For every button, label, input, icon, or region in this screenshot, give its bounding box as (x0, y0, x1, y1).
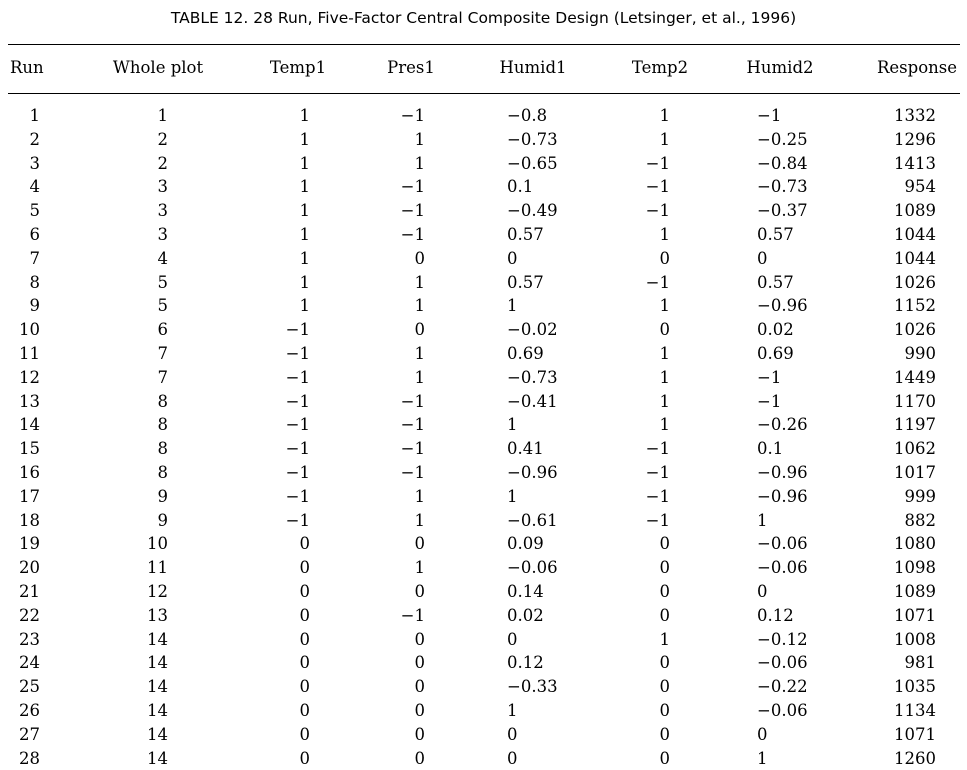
table-cell: 1 (659, 391, 670, 411)
table-cell: −0.25 (757, 129, 808, 149)
table-cell: −0.06 (757, 653, 808, 673)
table-cell: 1 (414, 367, 425, 387)
table-cell: −0.26 (757, 415, 808, 435)
table-cell: 16 (19, 463, 40, 482)
table-cell: −1 (400, 177, 425, 197)
table-cell: −1 (285, 415, 310, 435)
table-cell: 1 (507, 415, 518, 435)
table-cell: −1 (285, 463, 310, 482)
table-cell: 7 (157, 344, 168, 363)
table-cell: −1 (645, 486, 670, 506)
table-cell: 0.41 (507, 439, 544, 459)
table-cell: −1 (285, 486, 310, 506)
table-cell: 1 (29, 106, 40, 125)
table-cell: 1 (659, 129, 670, 149)
table-cell: 1 (299, 106, 310, 125)
table-cell: −1 (285, 510, 310, 530)
table-cell: 14 (19, 415, 40, 435)
table-cell: 8 (157, 391, 168, 411)
table-cell: 0 (299, 534, 310, 554)
table-cell: 1062 (894, 439, 936, 459)
table-cell: 14 (147, 677, 168, 697)
table-cell: 10 (19, 320, 40, 340)
table-cell: 7 (157, 367, 168, 387)
table-cell: −0.02 (507, 320, 558, 340)
table-cell: 0 (414, 320, 425, 340)
table-cell: 1 (299, 153, 310, 173)
table-cell: 1 (659, 629, 670, 649)
table-cell: 0 (659, 748, 670, 768)
table-cell: 0.02 (507, 605, 544, 625)
table-cell: 1089 (894, 582, 936, 601)
table-cell: 0 (659, 677, 670, 697)
table-cell: 1017 (894, 463, 936, 482)
table-cell: 14 (147, 748, 168, 768)
table-cell: −1 (400, 605, 425, 625)
table-header-rule (8, 93, 960, 94)
table-cell: −1 (645, 510, 670, 530)
table-cell: 8 (29, 272, 40, 292)
table-cell: 12 (19, 367, 40, 387)
table-cell: 0 (659, 582, 670, 601)
table-cell: −0.06 (507, 558, 558, 578)
table-cell: 0 (414, 248, 425, 268)
table-cell: 1449 (894, 367, 936, 387)
table-cell: 1 (414, 510, 425, 530)
table-cell: 13 (147, 605, 168, 625)
table-cell: 1260 (894, 748, 936, 768)
table-cell: 1044 (894, 225, 936, 244)
table-cell: 9 (29, 296, 40, 316)
table-cell: 0 (507, 248, 518, 268)
table-cell: 0.09 (507, 534, 544, 554)
table-cell: 3 (157, 225, 168, 244)
table-cell: 20 (19, 558, 40, 578)
table-cell: −1 (400, 463, 425, 482)
table-cell: 1197 (894, 415, 936, 435)
table-cell: 14 (147, 653, 168, 673)
table-cell: 1296 (894, 129, 936, 149)
table-cell: −0.12 (757, 629, 808, 649)
table-top-rule (8, 44, 960, 45)
table-cell: −1 (400, 106, 425, 125)
table-cell: −0.22 (757, 677, 808, 697)
table-cell: 10 (147, 534, 168, 554)
table-cell: 1 (299, 177, 310, 197)
table-cell: 11 (147, 558, 168, 578)
table-cell: 0 (299, 605, 310, 625)
table-cell: −0.96 (507, 463, 558, 482)
table-cell: 1 (414, 153, 425, 173)
table-cell: 3 (29, 153, 40, 173)
table-cell: 882 (904, 510, 936, 530)
table-cell: −0.06 (757, 558, 808, 578)
table-cell: 1 (659, 367, 670, 387)
table-cell: 0 (659, 701, 670, 720)
table-cell: −1 (645, 153, 670, 173)
table-cell: 3 (157, 177, 168, 197)
table-cell: 0 (414, 701, 425, 720)
table-cell: 1089 (894, 201, 936, 221)
table-cell: 1 (757, 510, 768, 530)
table-cell: 1 (659, 344, 670, 363)
table-cell: 0 (299, 677, 310, 697)
table-cell: 1170 (894, 391, 936, 411)
table-cell: 27 (19, 724, 40, 744)
table-cell: 19 (19, 534, 40, 554)
table-cell: 0 (659, 558, 670, 578)
table-cell: 1 (414, 558, 425, 578)
column-header: Humid1 (499, 58, 567, 77)
table-cell: 1 (507, 701, 518, 720)
table-cell: 28 (19, 748, 40, 768)
table-cell: 1 (757, 748, 768, 768)
table-cell: 999 (904, 486, 936, 506)
table-cell: 1098 (894, 558, 936, 578)
table-cell: −1 (400, 415, 425, 435)
table-cell: 0 (414, 653, 425, 673)
table-cell: −0.84 (757, 153, 808, 173)
table-cell: 1035 (894, 677, 936, 697)
table-cell: 1071 (894, 605, 936, 625)
table-cell: 1 (299, 248, 310, 268)
table-cell: −1 (645, 272, 670, 292)
column-header: Pres1 (387, 58, 435, 77)
table-cell: 6 (157, 320, 168, 340)
table-cell: −1 (645, 463, 670, 482)
table-cell: −1 (285, 320, 310, 340)
table-cell: 1008 (894, 629, 936, 649)
table-cell: 1 (299, 272, 310, 292)
table-cell: 0 (299, 653, 310, 673)
table-cell: 1 (299, 129, 310, 149)
table-cell: 0.57 (507, 225, 544, 244)
column-header: Temp2 (631, 58, 689, 77)
table-cell: 0 (299, 724, 310, 744)
table-cell: 0.1 (507, 177, 534, 197)
table-cell: −0.65 (507, 153, 558, 173)
table-cell: 8 (157, 415, 168, 435)
table-cell: −1 (400, 439, 425, 459)
table-cell: 2 (29, 129, 40, 149)
table-cell: −0.06 (757, 534, 808, 554)
table-cell: −0.33 (507, 677, 558, 697)
table-cell: 0 (659, 653, 670, 673)
table-cell: −0.06 (757, 701, 808, 720)
table-cell: 0 (659, 605, 670, 625)
table-cell: 0 (507, 748, 518, 768)
table-cell: 1 (659, 415, 670, 435)
column-header: Whole plot (112, 58, 204, 77)
table-cell: 0.57 (757, 272, 794, 292)
table-cell: 0.1 (757, 439, 784, 459)
table-cell: 24 (19, 653, 40, 673)
table-cell: 981 (904, 653, 936, 673)
table-cell: 5 (29, 201, 40, 221)
table-cell: 990 (904, 344, 936, 363)
table-cell: 1 (659, 225, 670, 244)
table-cell: 1071 (894, 724, 936, 744)
table-cell: 14 (147, 629, 168, 649)
table-cell: 14 (147, 701, 168, 720)
table-cell: 26 (19, 701, 40, 720)
table-cell: 1413 (894, 153, 936, 173)
table-cell: 0 (757, 248, 768, 268)
table-cell: 0.02 (757, 320, 794, 340)
table-cell: 13 (19, 391, 40, 411)
table-cell: 23 (19, 629, 40, 649)
table-cell: 1 (507, 486, 518, 506)
table-cell: 5 (157, 272, 168, 292)
table-cell: −1 (285, 367, 310, 387)
table-cell: −0.96 (757, 486, 808, 506)
table-cell: 0 (299, 748, 310, 768)
table-cell: 1 (659, 106, 670, 125)
table-cell: 1 (414, 272, 425, 292)
table-cell: −1 (285, 439, 310, 459)
table-cell: 2 (157, 153, 168, 173)
table-cell: 1 (659, 296, 670, 316)
column-header: Humid2 (746, 58, 814, 77)
table-cell: 1 (157, 106, 168, 125)
table-cell: −0.8 (507, 106, 548, 125)
table-cell: 1026 (894, 272, 936, 292)
table-cell: −1 (400, 201, 425, 221)
table-cell: 0 (659, 534, 670, 554)
table-cell: 1026 (894, 320, 936, 340)
table-cell: −1 (757, 391, 782, 411)
table-cell: 0.12 (757, 605, 794, 625)
table-cell: 0 (507, 629, 518, 649)
table-cell: 9 (157, 486, 168, 506)
column-header: Response (876, 58, 957, 77)
table-cell: −0.49 (507, 201, 558, 221)
column-header: Temp1 (269, 58, 327, 77)
table-cell: 25 (19, 677, 40, 697)
table-cell: 14 (147, 724, 168, 744)
table-cell: −1 (757, 367, 782, 387)
table-cell: 4 (157, 248, 168, 268)
table-cell: 18 (19, 510, 40, 530)
table-cell: 1332 (894, 106, 936, 125)
table-cell: 5 (157, 296, 168, 316)
table-cell: −1 (285, 344, 310, 363)
table-cell: 954 (904, 177, 936, 197)
table-cell: 4 (29, 177, 40, 197)
table-cell: 1 (414, 486, 425, 506)
table-cell: 0.57 (507, 272, 544, 292)
table-cell: 1 (299, 296, 310, 316)
table-cell: 1 (414, 344, 425, 363)
table-cell: −1 (285, 391, 310, 411)
table-cell: −0.73 (507, 367, 558, 387)
table-cell: 0.12 (507, 653, 544, 673)
table-cell: 0.57 (757, 225, 794, 244)
table-cell: 21 (19, 582, 40, 601)
table-cell: 1044 (894, 248, 936, 268)
table-cell: 17 (19, 486, 40, 506)
table-cell: 0 (299, 701, 310, 720)
table-cell: 3 (157, 201, 168, 221)
table-cell: 8 (157, 463, 168, 482)
table-cell: −1 (645, 439, 670, 459)
table-cell: 22 (19, 605, 40, 625)
table-cell: 1 (507, 296, 518, 316)
table-cell: −1 (645, 177, 670, 197)
table-cell: −1 (757, 106, 782, 125)
table-cell: 0 (414, 582, 425, 601)
table-caption: TABLE 12. 28 Run, Five-Factor Central Composite Design (Letsinger, et al., 1996) (170, 9, 797, 27)
table-cell: 0 (414, 748, 425, 768)
table-cell: 11 (19, 344, 40, 363)
table-cell: 12 (147, 582, 168, 601)
table-cell: 1080 (894, 534, 936, 554)
table-cell: −0.73 (507, 129, 558, 149)
table-cell: 1 (414, 129, 425, 149)
table-cell: 0.14 (507, 582, 544, 601)
table-cell: 0 (507, 724, 518, 744)
table-cell: 7 (29, 248, 40, 268)
table-cell: 0 (659, 320, 670, 340)
table-cell: 0.69 (757, 344, 794, 363)
table-cell: 0 (414, 629, 425, 649)
table-cell: 0 (757, 582, 768, 601)
table-cell: 1 (299, 225, 310, 244)
table-cell: 0 (299, 582, 310, 601)
table-cell: 0 (659, 724, 670, 744)
table-cell: 1 (299, 201, 310, 221)
table-cell: 1134 (894, 701, 936, 720)
table-cell: −0.61 (507, 510, 558, 530)
table-cell: 6 (29, 225, 40, 244)
column-header: Run (10, 58, 44, 77)
table-cell: 15 (19, 439, 40, 459)
table-cell: 9 (157, 510, 168, 530)
table-cell: −0.41 (507, 391, 558, 411)
table-cell: 0 (414, 677, 425, 697)
table-cell: 0 (414, 724, 425, 744)
table-cell: −0.96 (757, 296, 808, 316)
table-cell: −0.37 (757, 201, 808, 221)
table-cell: 1152 (894, 296, 936, 316)
table-cell: 0 (299, 558, 310, 578)
table-cell: −1 (645, 201, 670, 221)
table-cell: 0 (414, 534, 425, 554)
table-cell: 0.69 (507, 344, 544, 363)
table-cell: −0.96 (757, 463, 808, 482)
table-cell: 0 (659, 248, 670, 268)
table-cell: 2 (157, 129, 168, 149)
table-cell: −1 (400, 391, 425, 411)
table-cell: −1 (400, 225, 425, 244)
table-cell: 0 (299, 629, 310, 649)
table-cell: 1 (414, 296, 425, 316)
table-cell: 0 (757, 724, 768, 744)
table-cell: −0.73 (757, 177, 808, 197)
table-cell: 8 (157, 439, 168, 459)
